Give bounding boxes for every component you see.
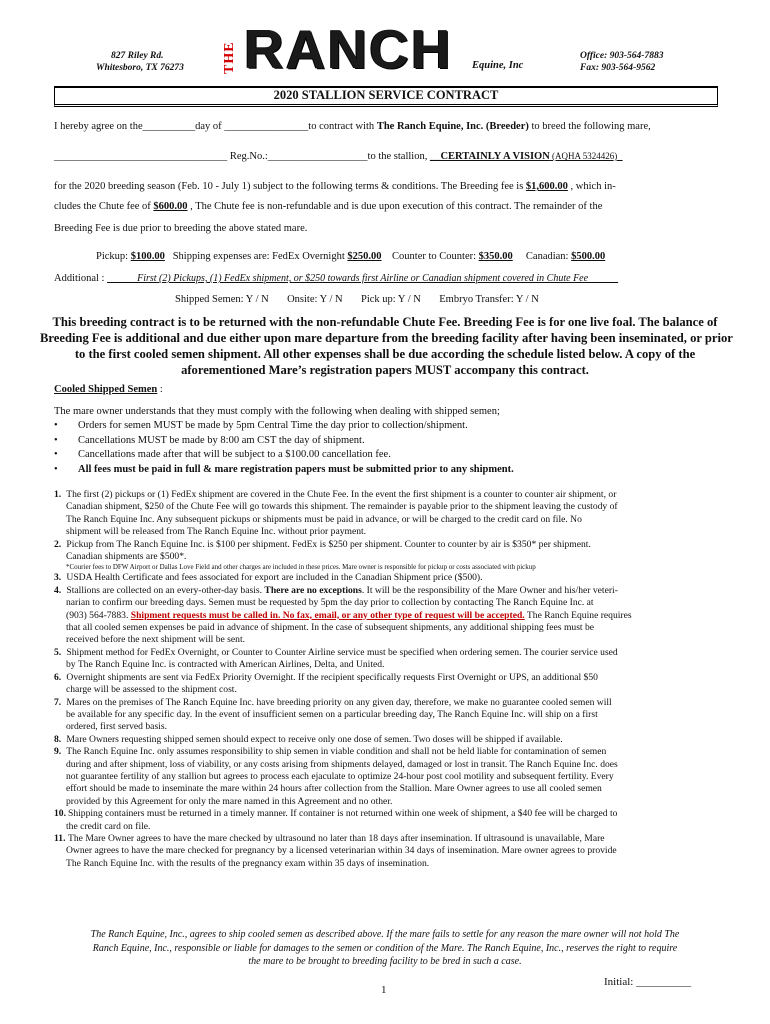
cooled-intro: The mare owner understands that they must comply with the following when dealing with shipped semen;: [54, 406, 500, 417]
page-number: 1: [381, 984, 387, 996]
logo-the-text: THE: [222, 41, 237, 74]
liability-disclaimer: [40, 928, 730, 969]
disclaimer-line: the mare to be brought to breeding facility to be bred in such a case.: [248, 956, 522, 967]
bullet-item: [54, 448, 694, 463]
stallion-name: __CERTAINLY A VISION: [429, 151, 550, 162]
canadian-value: $500.00: [571, 251, 606, 262]
additional-label: Additional :: [54, 273, 108, 284]
term-text: by The Ranch Equine Inc. is contracted with American Airlines, Delta, and United.: [66, 659, 385, 671]
term-4: [54, 585, 734, 647]
term-number: 1.: [54, 489, 62, 500]
intro-text: for the 2020 breeding season (Feb. 10 - July 1) subject to the following terms & conditions. The Breeding fee is: [54, 181, 526, 192]
term-text: Shipment method for FedEx Overnight, or Counter to Counter Airline service must be specified when ordering semen. The courier service used: [66, 646, 618, 658]
term-7: [54, 697, 734, 734]
bullet-text: All fees must be paid in full & mare registration papers must be submitted prior to any shipment.: [78, 463, 514, 475]
term-number: 4.: [54, 584, 62, 596]
options-line: [175, 293, 539, 306]
contract-title: 2020 STALLION SERVICE CONTRACT: [54, 86, 718, 107]
fees-line: [96, 250, 605, 263]
term-text: The Ranch Equine Inc. with the results of the pregnancy exam within 35 days of insemination.: [66, 857, 430, 869]
term-text: Mare Owners requesting shipped semen should expect to receive only one dose of semen. Two doses will be shipped if available.: [66, 733, 563, 745]
term-text: The first (2) pickups or (1) FedEx shipment are covered in the Chute Fee. In the event the first shipment is a counter to counter air shipment, or: [66, 489, 617, 500]
bullet-dot-icon: •: [54, 420, 58, 431]
address-line2: Whitesboro, TX 76273: [96, 63, 184, 73]
date-fields[interactable]: I hereby agree on the__________day of ________________to contract with: [54, 121, 377, 132]
breeder-name: The Ranch Equine, Inc. (Breeder): [376, 121, 529, 132]
term-text: Mares on the premises of The Ranch Equine Inc. have breeding priority on any given day, therefore, we make no guarantee cooled semen will: [66, 696, 612, 708]
canadian-label: Canadian:: [525, 251, 572, 262]
cooled-bullets: [54, 419, 694, 477]
disclaimer-line: Ranch Equine, Inc., responsible or liable for damages to the semen or condition of the Mare. The Ranch Equine, Inc., reserves the right to require: [92, 942, 678, 954]
fax-number: Fax: 903-564-9562: [580, 63, 656, 73]
term-text: Stallions are collected on an every-other-day basis.: [66, 584, 265, 596]
shipped-semen-option[interactable]: Shipped Semen: Y / N: [175, 294, 269, 305]
term-text: the credit card on file.: [66, 820, 151, 832]
initial-field[interactable]: Initial: __________: [604, 976, 692, 988]
term-1: [54, 489, 734, 539]
intro-text: to breed the following mare,: [528, 121, 651, 132]
term-text: charge will be assessed to the shipment cost.: [66, 684, 237, 696]
term-text: The Ranch Equine Inc. Any subsequent pickups or shipments must be paid in advance, or will be charged to the credit card on file. No: [66, 513, 582, 525]
additional-line: [54, 272, 618, 285]
bullet-text: Cancellations MUST be made by 8:00 am CST the day of shipment.: [78, 434, 365, 446]
bullet-dot-icon: •: [54, 434, 58, 446]
intro-line1: [54, 120, 651, 133]
company-logo: [222, 18, 532, 80]
term-text: Canadian shipments are $500*.: [66, 551, 187, 563]
bullet-item: [54, 434, 694, 449]
term-5: [54, 647, 734, 672]
notice-line2: Breeding Fee is additional and due either upon mare departure from the breeding facility after having been inseminated, or prior: [40, 331, 733, 345]
shipping-label: Shipping expenses are: FedEx Overnight: [172, 251, 348, 262]
term-text: Pickup from The Ranch Equine Inc. is $100 per shipment. FedEx is $250 per shipment. Counter to counter by air is $350* per shipment.: [66, 538, 591, 550]
term-text: USDA Health Certificate and fees associated for export are included in the Canadian Shipment price ($500).: [66, 572, 483, 584]
embryo-transfer-option[interactable]: Embryo Transfer: Y / N: [439, 294, 539, 305]
chute-fee: $600.00: [153, 201, 188, 212]
term-11: [54, 833, 734, 870]
cooled-heading: [54, 383, 163, 396]
bullet-item: [54, 419, 694, 434]
intro-text: cludes the Chute fee of: [54, 201, 154, 212]
bullet-item: [54, 463, 694, 478]
term-number: 9.: [54, 746, 62, 758]
bullet-text: Cancellations made after that will be subject to a $100.00 cancellation fee.: [78, 449, 391, 460]
bullet-text: Orders for semen MUST be made by 5pm Central Time the day prior to collection/shipment.: [78, 420, 468, 431]
term-emphasis: There are no exceptions: [264, 584, 362, 596]
term-number: 6.: [54, 671, 62, 683]
term-text: during and after shipment, loss of viability, or any costs arising from shipments delayed, damaged or lost in transit. The Ranch Equine Inc. does: [66, 758, 618, 770]
breeding-fee: $1,600.00: [525, 181, 568, 192]
intro-line4: [54, 200, 602, 213]
term-2: [54, 539, 734, 573]
term-9: [54, 746, 734, 808]
intro-line3: [54, 180, 616, 193]
pickup-option[interactable]: Pick up: Y / N: [360, 294, 421, 305]
pickup-value: $100.00: [130, 251, 165, 262]
office-phone: Office: 903-564-7883: [580, 51, 664, 61]
underline-tail: _: [617, 151, 623, 162]
term-text: The Ranch Equine Inc. only assumes responsibility to ship semen in viable condition and shall not be held liable for contamination of semen: [66, 746, 607, 758]
term-text: Owner agrees to have the mare checked for pregnancy by a licensed veterinarian within 34 days of insemination. Mare owner agrees to provide: [66, 845, 617, 857]
terms-list: [54, 489, 734, 870]
intro-text: , The Chute fee is non-refundable and is due upon execution of this contract. The remainder of the: [187, 201, 603, 212]
mare-reg-fields[interactable]: _________________________________ Reg.No.:___________________to the stallion,: [54, 151, 430, 162]
term-text: received before the next shipment will be sent.: [66, 634, 246, 646]
onsite-option[interactable]: Onsite: Y / N: [287, 294, 343, 305]
intro-line2: [54, 150, 623, 163]
term-text: . It will be the responsibility of the Mare Owner and his/her veteri-: [361, 584, 618, 596]
counter-value: $350.00: [478, 251, 513, 262]
counter-label: Counter to Counter:: [392, 251, 479, 262]
heading-colon: :: [157, 384, 163, 395]
notice-line1: This breeding contract is to be returned with the non-refundable Chute Fee. Breeding Fee is for one live foal. The balance of: [52, 315, 718, 329]
term-8: [54, 734, 734, 746]
disclaimer-line: The Ranch Equine, Inc., agrees to ship cooled semen as described above. If the mare fails to settle for any reason the mare owner will not hold The: [90, 929, 680, 940]
notice-block: [40, 314, 733, 378]
term-text: Overnight shipments are sent via FedEx Priority Overnight. If the recipient specifically requests First Overnight or UPS, an additional $50: [66, 671, 598, 683]
logo-equine-text: Equine, Inc: [472, 60, 524, 71]
term-number: 7.: [54, 696, 62, 708]
stallion-reg: (AQHA 5324426): [549, 151, 618, 161]
bullet-dot-icon: •: [54, 463, 58, 475]
term-text: shipment will be released from The Ranch Equine Inc. without prior payment.: [66, 526, 367, 538]
term-text: that all cooled semen expenses be paid in advance of shipment. In the case of subsequent shipments, any additional shipping fees must be: [66, 622, 595, 634]
term-number: 8.: [54, 733, 62, 745]
term-number: 5.: [54, 646, 62, 658]
term-6: [54, 672, 734, 697]
additional-value: ______First (2) Pickups, (1) FedEx shipment, or $250 towards first Airline or Canadian shipment covered in Chute Fee______: [107, 273, 619, 284]
shipment-request-warning: Shipment requests must be called in. No fax, email, or any other type of request will be accepted.: [130, 609, 525, 621]
term-text: Shipping containers must be returned in a timely manner. If container is not returned within one week of shipment, a $40 fee will be charged to: [68, 808, 618, 820]
notice-line4: aforementioned Mare’s registration papers MUST accompany this contract.: [181, 363, 589, 377]
intro-text: , which in-: [567, 181, 616, 192]
term-text: ordered, first served basis.: [66, 721, 167, 733]
term-number: 3.: [54, 572, 62, 584]
term-text: narian to confirm our breeding days. Semen must be requested by 5pm the day prior to collection by contacting The Ranch Equine Inc. at: [66, 597, 594, 609]
pickup-label: Pickup:: [96, 251, 131, 262]
term-text: effort should be made to inseminate the mare within 24 hours after collection from the Stallion. Mare Owner agrees to use all cooled semen: [66, 783, 602, 795]
term-text: be available for any specific day. In the event of insufficient semen on a particular breeding day, The Ranch Equine Inc. will ship on a first: [66, 708, 598, 720]
cooled-heading-text: Cooled Shipped Semen: [54, 384, 158, 395]
intro-line5: Breeding Fee is due prior to breeding the above stated mare.: [54, 223, 308, 234]
term-text: The Ranch Equine requires: [524, 609, 632, 621]
term-number: 2.: [54, 538, 62, 550]
term-text: (903) 564-7883.: [66, 609, 131, 621]
address-block: [96, 50, 184, 74]
contact-block: [580, 50, 663, 74]
address-line1: 827 Riley Rd.: [111, 51, 164, 61]
logo-ranch-text: RANCH: [244, 18, 453, 80]
bullet-dot-icon: •: [54, 449, 58, 460]
term-text: The Mare Owner agrees to have the mare checked by ultrasound no later than 18 days after insemination. If ultrasound is unavailable, Mare: [68, 832, 605, 844]
term-footnote: *Courier fees to DFW Airport or Dallas Love Field and other charges are included in these prices. Mare owner is responsible for pickup or costs associated with pickup: [66, 563, 536, 572]
term-text: Canadian shipment, $250 of the Chute Fee will go towards this shipment. The remainder is payable prior to the shipment leaving the custody of: [66, 501, 618, 513]
term-text: not guarantee fertility of any stallion but agrees to process each ejaculate to optimize 24-hour post cool motility and subsequent fertility. Every: [66, 770, 614, 782]
term-text: provided by this Agreement for only the mare named in this Agreement and no other.: [66, 795, 393, 807]
term-number: 10.: [54, 808, 66, 820]
notice-line3: to the first cooled semen shipment. All other expenses shall be due according the schedule listed below. A copy of the: [74, 347, 696, 361]
term-number: 11.: [54, 832, 66, 844]
term-3: [54, 572, 734, 584]
term-10: [54, 808, 734, 833]
fedex-value: $250.00: [347, 251, 382, 262]
